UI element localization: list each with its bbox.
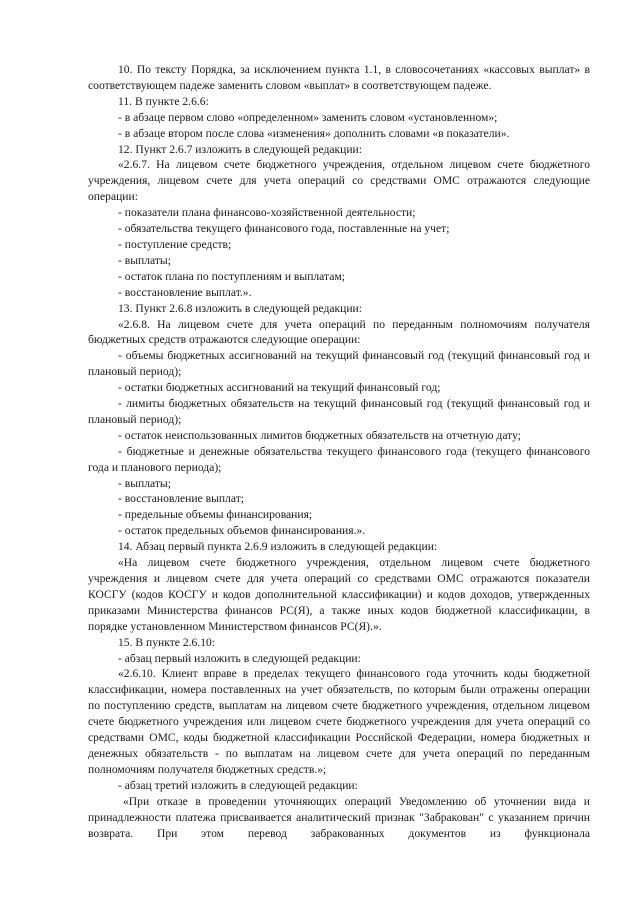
paragraph: - лимиты бюджетных обязательств на текущий финансовый год (текущий финансовый год и плановый период);: [88, 397, 590, 426]
paragraph: 15. В пункте 2.6.10:: [118, 635, 216, 649]
paragraph: - выплаты;: [118, 476, 171, 490]
paragraph: - абзац третий изложить в следующей редакции:: [118, 778, 358, 792]
paragraph: - восстановление выплат.».: [118, 285, 252, 299]
paragraph: - предельные объемы финансирования;: [118, 508, 313, 522]
paragraph: - в абзаце втором после слова «изменения» дополнить словами «в показатели».: [118, 126, 510, 140]
paragraph: 14. Абзац первый пункта 2.6.9 изложить в следующей редакции:: [118, 540, 438, 554]
paragraph: - в абзаце первом слово «определенном» заменить словом «установленном»;: [118, 110, 498, 124]
paragraph: - абзац первый изложить в следующей редакции:: [118, 651, 361, 665]
paragraph: 10. По тексту Порядка, за исключением пункта 1.1, в словосочетаниях «кассовых выплат» в соответствующем падеже заменить словом «выплат» в соответствующем падеже.: [88, 63, 590, 92]
paragraph: - остатки бюджетных ассигнований на текущий финансовый год;: [118, 381, 441, 395]
paragraph: - выплаты;: [118, 253, 171, 267]
paragraph: «На лицевом счете бюджетного учреждения, отдельном лицевом счете бюджетного учреждения и лицевом счете для учета операций со средствами ОМС отражаются показатели КОСГУ (кодов КОСГУ и кодов дополнительной классификации) и кодов доходов, утвержденных приказами Министерства финансов РС(Я), а также иных кодов бюджетной классификации, в порядке установленном Министерством финансов РС(Я).».: [88, 556, 590, 633]
paragraph: «2.6.7. На лицевом счете бюджетного учреждения, отдельном лицевом счете бюджетного учреждения, лицевом счете для учета операций со средствами ОМС отражаются следующие операции:: [88, 158, 590, 204]
paragraph: - остаток неиспользованных лимитов бюджетных обязательств на отчетную дату;: [118, 428, 521, 442]
paragraph: - бюджетные и денежные обязательства текущего финансового года (текущего финансового года и планового периода);: [88, 444, 590, 474]
paragraph: 12. Пункт 2.6.7 изложить в следующей редакции:: [118, 142, 362, 156]
paragraph: «2.6.8. На лицевом счете для учета операций по переданным полномочиям получателя бюджетных средств отражаются следующие операции:: [88, 317, 590, 347]
paragraph: 13. Пункт 2.6.8 изложить в следующей редакции:: [118, 301, 362, 315]
paragraph: - остаток плана по поступлениям и выплатам;: [118, 269, 345, 283]
paragraph: - остаток предельных объемов финансирования.».: [118, 524, 366, 538]
paragraph: 11. В пункте 2.6.6:: [118, 94, 209, 108]
paragraph: - объемы бюджетных ассигнований на текущий финансовый год (текущий финансовый год и плановый период);: [88, 349, 590, 379]
paragraph: - поступление средств;: [118, 237, 232, 251]
paragraph: «При отказе в проведении уточняющих операций Уведомлению об уточнении вида и принадлежности платежа присваивается аналитический признак "Забракован" с указанием причин возврата. При этом перевод забракованных документов из функционала: [88, 794, 590, 840]
paragraph: - восстановление выплат;: [118, 492, 244, 506]
paragraph: - показатели плана финансово-хозяйственной деятельности;: [118, 206, 416, 220]
paragraph: - обязательства текущего финансового года, поставленные на учет;: [118, 222, 450, 236]
paragraph: «2.6.10. Клиент вправе в пределах текущего финансового года уточнить коды бюджетной классификации, номера поставленных на учет обязательств, по которым были отражены операции по поступлению средств, выплатам на лицевом счете бюджетного учреждения, отдельном лицевом счете бюджетного учреждения или лицевом счете бюджетного учреждения для учета операций со средствами ОМС, коды бюджетной классификации Российской Федерации, номера бюджетных и денежных обязательств - по выплатам на лицевом счете для учета операций по переданным полномочиям получателя бюджетных средств.»;: [88, 667, 590, 776]
